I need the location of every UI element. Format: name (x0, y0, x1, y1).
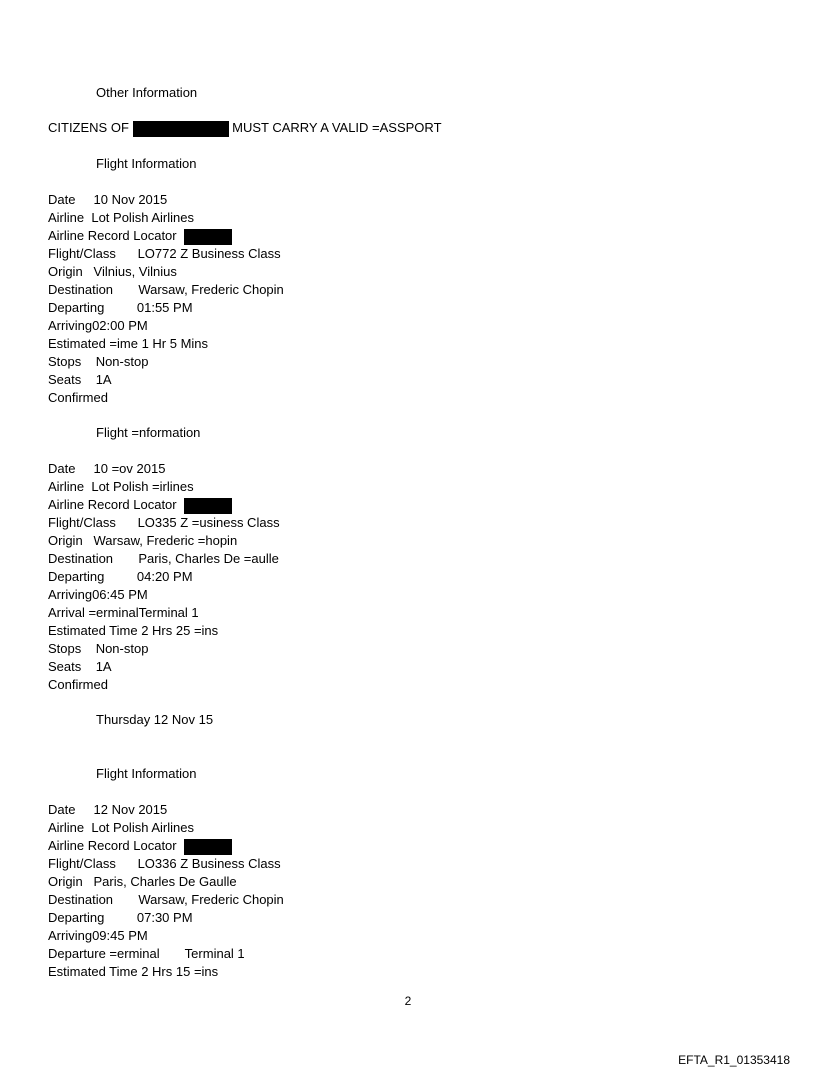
flight2-estimated: Estimated Time 2 Hrs 25 =ins (48, 623, 219, 638)
citizens-notice-pre: CITIZENS OF (48, 120, 133, 135)
redaction-box (184, 229, 232, 245)
flight3-arriving: Arriving09:45 PM (48, 928, 148, 943)
flight1-origin: Origin Vilnius, Vilnius (48, 264, 177, 279)
flight3-departing: Departing 07:30 PM (48, 910, 193, 925)
other-info-heading: Other Information (96, 85, 198, 100)
redaction-box (133, 121, 229, 137)
flight3-class: Flight/Class LO336 Z Business Class (48, 856, 281, 871)
flight1-record-label: Airline Record Locator (48, 228, 184, 243)
day-heading: Thursday 12 Nov 15 (96, 712, 214, 727)
flight3-record-locator (48, 837, 232, 855)
flight3-heading: Flight Information (96, 766, 197, 781)
flight1-status: Confirmed (48, 390, 108, 405)
flight2-record-label: Airline Record Locator (48, 497, 184, 512)
flight2-arriving: Arriving06:45 PM (48, 587, 148, 602)
flight2-record-locator (48, 496, 232, 514)
flight1-class: Flight/Class LO772 Z Business Class (48, 246, 281, 261)
flight2-date: Date 10 =ov 2015 (48, 461, 166, 476)
flight2-origin: Origin Warsaw, Frederic =hopin (48, 533, 238, 548)
flight1-heading: Flight Information (96, 156, 197, 171)
flight1-destination: Destination Warsaw, Frederic Chopin (48, 282, 284, 297)
flight1-stops: Stops Non-stop (48, 354, 149, 369)
flight2-terminal: Arrival =erminalTerminal 1 (48, 605, 199, 620)
flight3-date: Date 12 Nov 2015 (48, 802, 168, 817)
flight2-heading: Flight =nformation (96, 425, 201, 440)
flight1-departing: Departing 01:55 PM (48, 300, 193, 315)
flight1-arriving: Arriving02:00 PM (48, 318, 148, 333)
citizens-notice (48, 119, 442, 137)
flight3-origin: Origin Paris, Charles De Gaulle (48, 874, 237, 889)
flight3-airline: Airline Lot Polish Airlines (48, 820, 194, 835)
flight3-destination: Destination Warsaw, Frederic Chopin (48, 892, 284, 907)
flight1-estimated: Estimated =ime 1 Hr 5 Mins (48, 336, 209, 351)
flight1-airline: Airline Lot Polish Airlines (48, 210, 194, 225)
flight1-seats: Seats 1A (48, 372, 112, 387)
flight1-date: Date 10 Nov 2015 (48, 192, 168, 207)
flight2-airline: Airline Lot Polish =irlines (48, 479, 194, 494)
flight2-seats: Seats 1A (48, 659, 112, 674)
flight3-estimated: Estimated Time 2 Hrs 15 =ins (48, 964, 219, 979)
flight2-stops: Stops Non-stop (48, 641, 149, 656)
flight3-record-label: Airline Record Locator (48, 838, 184, 853)
page-number: 2 (404, 994, 412, 1008)
flight2-departing: Departing 04:20 PM (48, 569, 193, 584)
redaction-box (184, 498, 232, 514)
redaction-box (184, 839, 232, 855)
citizens-notice-post: MUST CARRY A VALID =ASSPORT (228, 120, 442, 135)
flight2-status: Confirmed (48, 677, 108, 692)
flight1-record-locator (48, 227, 232, 245)
bates-number: EFTA_R1_01353418 (678, 1053, 790, 1067)
flight2-destination: Destination Paris, Charles De =aulle (48, 551, 279, 566)
flight2-class: Flight/Class LO335 Z =usiness Class (48, 515, 280, 530)
flight3-terminal: Departure =erminal Terminal 1 (48, 946, 245, 961)
